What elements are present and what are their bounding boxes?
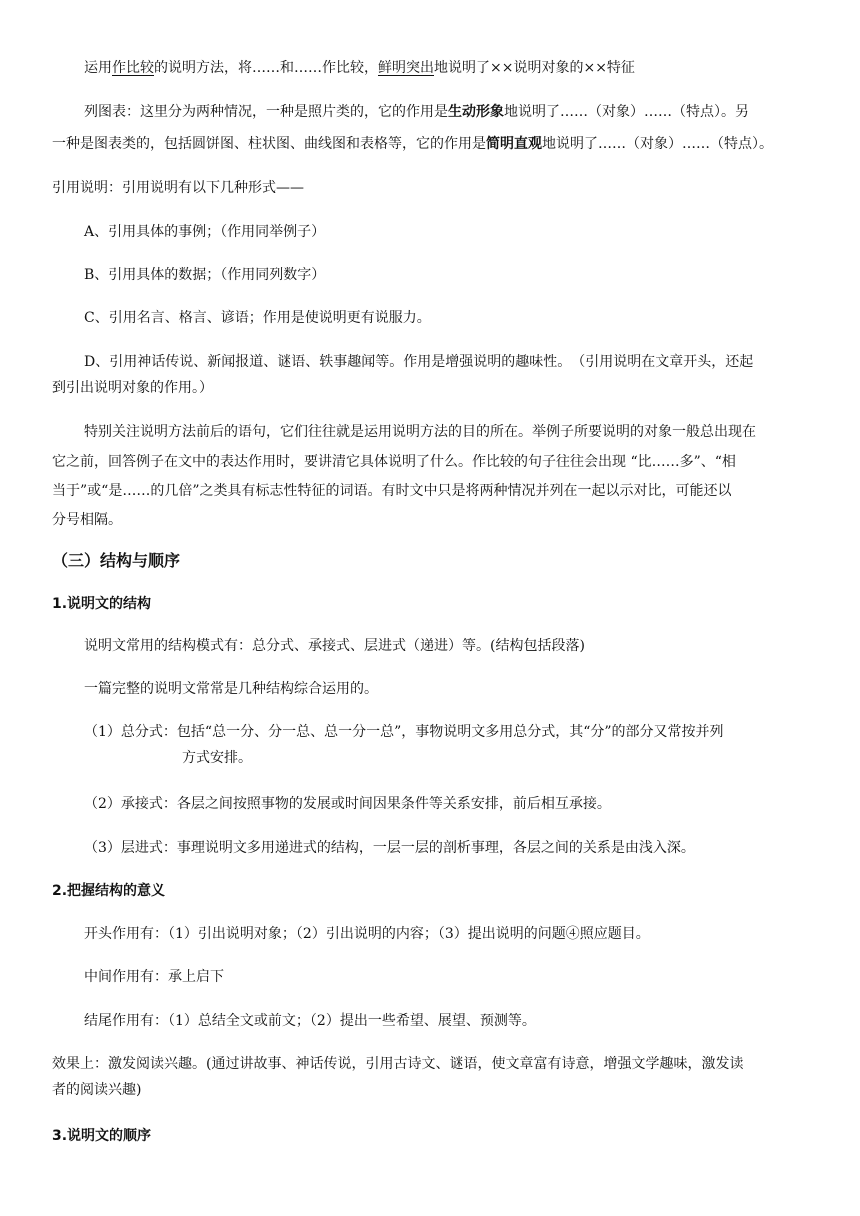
paragraph-attention-line3: 当于”或“是……的几倍”之类具有标志性特征的词语。有时文中只是将两种情况并列在一起以示对比，可能还以 [52,483,732,499]
text: 运用 [84,60,112,76]
text: 列图表：这里分为两种情况，一种是照片类的，它的作用是 [84,104,448,120]
underlined-term: 鲜明突出 [378,60,434,76]
text: 地说明了……（对象）……（特点）。 [542,136,773,152]
effect-line1: 效果上：激发阅读兴趣。(通过讲故事、神话传说，引用古诗文、谜语，使文章富有诗意，增强文学趣味，激发读 [52,1056,744,1072]
subheading-significance: 2.把握结构的意义 [52,883,166,899]
subheading-structure: 1.说明文的结构 [52,596,152,612]
citation-item-d-line1: D、引用神话传说、新闻报道、谜语、轶事趣闻等。作用是增强说明的趣味性。 （引用说明在文章开头，还起 [84,354,754,370]
citation-item-d-line2: 到引出说明对象的作用。） [52,380,213,396]
section-heading: （三）结构与顺序 [52,551,181,570]
paragraph-comparison [84,58,635,78]
citation-item-a: A、引用具体的事例；（作用同举例子） [84,224,326,240]
bold-term: 生动形象 [448,104,504,120]
bold-term: 简明直观 [486,136,542,152]
text: 地说明了……（对象）……（特点）。另 [504,104,749,120]
underlined-term: 作比较 [112,60,154,76]
opening-function: 开头作用有：（1）引出说明对象；（2）引出说明的内容；（3）提出说明的问题④照应题目。 [84,926,650,942]
structure-modes: 说明文常用的结构模式有：总分式、承接式、层进式（递进）等。(结构包括段落) [84,638,585,654]
structure-item-1-line2: 方式安排。 [182,750,252,766]
citation-item-c: C、引用名言、格言、谚语；作用是使说明更有说服力。 [84,310,431,326]
ending-function: 结尾作用有：（1）总结全文或前文；（2）提出一些希望、展望、预测等。 [84,1013,536,1029]
paragraph-attention-line2: 它之前，回答例子在文中的表达作用时，要讲清它具体说明了什么。作比较的句子往往会出现 “比……多”、“相 [52,454,736,470]
structure-item-2: （2）承接式：各层之间按照事物的发展或时间因果条件等关系安排，前后相互承接。 [84,796,611,812]
paragraph-chart-line2 [52,134,773,154]
paragraph-attention-line4: 分号相隔。 [52,512,122,528]
paragraph-attention-line1: 特别关注说明方法前后的语句，它们往往就是运用说明方法的目的所在。举例子所要说明的对象一般总出现在 [84,424,756,440]
text: 一种是图表类的，包括圆饼图、柱状图、曲线图和表格等，它的作用是 [52,136,486,152]
paragraph-citation-intro: 引用说明：引用说明有以下几种形式—— [52,180,304,196]
paragraph-chart-line1 [84,102,749,122]
effect-line2: 者的阅读兴趣) [52,1082,142,1098]
citation-item-b: B、引用具体的数据；（作用同列数字） [84,267,326,283]
structure-combined: 一篇完整的说明文常常是几种结构综合运用的。 [84,681,378,697]
middle-function: 中间作用有：承上启下 [84,969,224,985]
subheading-order: 3.说明文的顺序 [52,1128,152,1144]
text: 的说明方法，将……和……作比较， [154,60,378,76]
structure-item-1-line1: （1）总分式：包括“总一分、分一总、总一分一总”，事物说明文多用总分式，其“分”的部分又常按并列 [84,724,724,740]
text: 地说明了××说明对象的××特征 [434,60,635,76]
structure-item-3: （3）层进式：事理说明文多用递进式的结构，一层一层的剖析事理，各层之间的关系是由浅入深。 [84,840,695,856]
